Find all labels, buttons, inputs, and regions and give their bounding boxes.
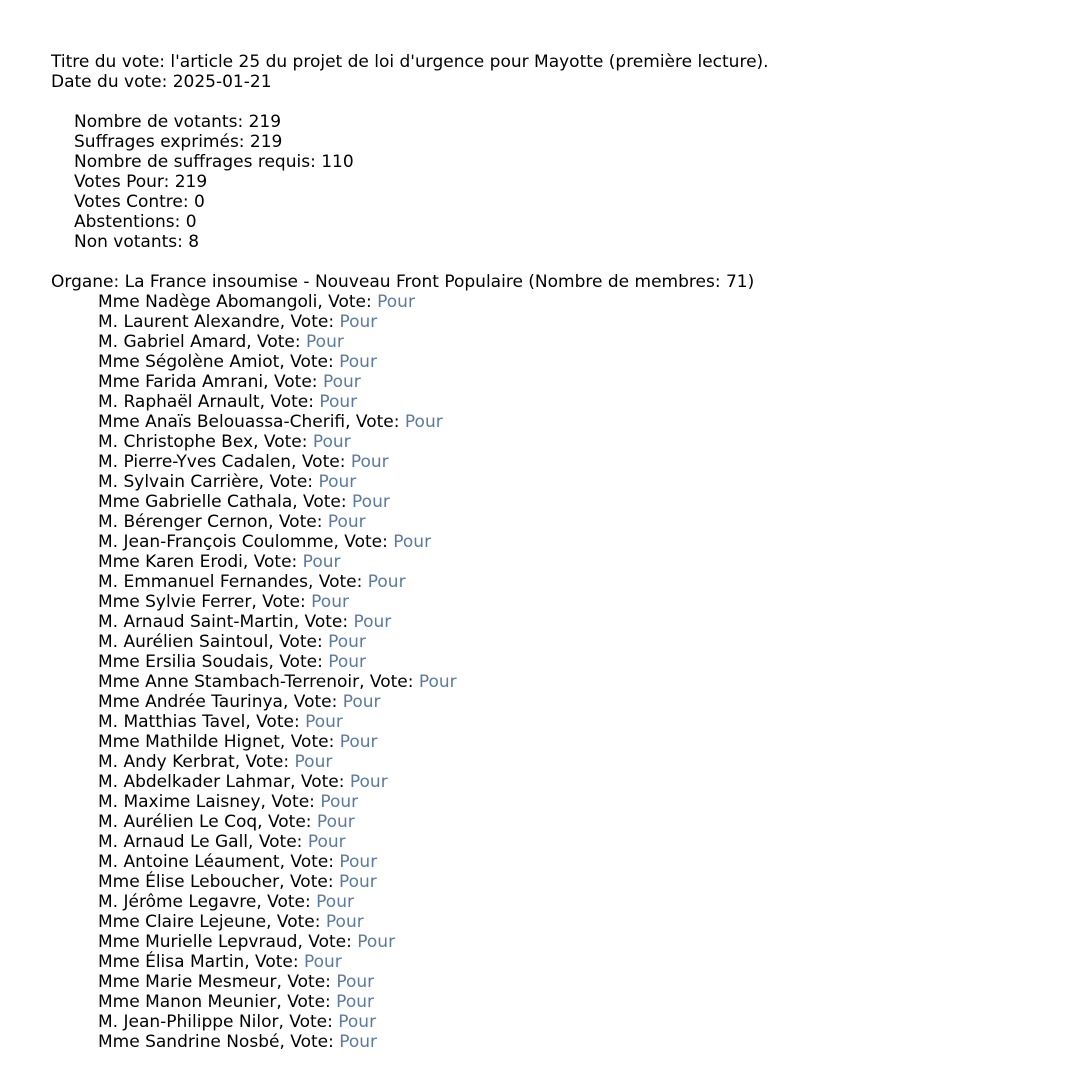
- member-row: [98, 792, 1080, 812]
- member-row: [98, 512, 1080, 532]
- vote-label: , Vote:: [276, 992, 337, 1012]
- member-row: [98, 752, 1080, 772]
- member-row: [98, 1012, 1080, 1032]
- vote-document: [51, 52, 1080, 1052]
- vote-value: Pour: [305, 712, 343, 732]
- member-row: [98, 812, 1080, 832]
- vote-label: , Vote:: [248, 832, 308, 852]
- member-row: [98, 872, 1080, 892]
- member-name: Mme Élise Leboucher: [98, 872, 280, 892]
- member-name: Mme Anne Stambach-Terrenoir: [98, 672, 360, 692]
- vote-value: Pour: [418, 672, 457, 692]
- spacer: [51, 92, 1080, 112]
- vote-value: Pour: [377, 292, 415, 312]
- vote-label: , Vote:: [317, 292, 378, 312]
- member-name: M. Abdelkader Lahmar: [98, 772, 291, 792]
- vote-value: Pour: [294, 752, 333, 772]
- vote-label: , Vote:: [345, 412, 405, 432]
- vote-label: , Vote:: [279, 1032, 340, 1052]
- member-row: [98, 952, 1080, 972]
- stat-votes-contre: Votes Contre: 0: [74, 192, 205, 212]
- member-name: M. Jean-Philippe Nilor: [98, 1012, 279, 1032]
- vote-label: , Vote:: [244, 952, 304, 972]
- member-row: [98, 632, 1080, 652]
- vote-value: Pour: [357, 932, 396, 952]
- vote-value: Pour: [404, 412, 443, 432]
- vote-value: Pour: [339, 352, 377, 372]
- stat-non-votants: Non votants: 8: [74, 232, 200, 252]
- member-row: [98, 572, 1080, 592]
- member-row: [98, 992, 1080, 1012]
- member-name: M. Jérôme Legavre: [98, 892, 257, 912]
- member-name: Mme Karen Erodi: [98, 552, 243, 572]
- vote-date: Date du vote: 2025-01-21: [51, 72, 272, 92]
- vote-label: , Vote:: [260, 792, 321, 812]
- member-name: Mme Ersilia Soudais: [98, 652, 269, 672]
- member-row: [98, 472, 1080, 492]
- vote-value: Pour: [339, 732, 378, 752]
- vote-label: , Vote:: [266, 912, 326, 932]
- vote-title: Titre du vote: l'article 25 du projet de loi d'urgence pour Mayotte (première lecture).: [51, 52, 769, 72]
- member-row: [98, 712, 1080, 732]
- member-row: [98, 372, 1080, 392]
- member-name: Mme Sylvie Ferrer: [98, 592, 252, 612]
- member-row: [98, 912, 1080, 932]
- vote-value: Pour: [350, 452, 389, 472]
- member-name: Mme Ségolène Amiot: [98, 352, 280, 372]
- vote-value: Pour: [318, 472, 357, 492]
- spacer: [51, 252, 1080, 272]
- vote-value: Pour: [316, 812, 355, 832]
- vote-value: Pour: [367, 572, 406, 592]
- vote-value: Pour: [325, 912, 364, 932]
- member-row: [98, 412, 1080, 432]
- vote-value: Pour: [338, 1012, 377, 1032]
- member-list: [51, 292, 1080, 1052]
- vote-value: Pour: [339, 852, 378, 872]
- vote-value: Pour: [302, 552, 341, 572]
- vote-value: Pour: [322, 372, 361, 392]
- member-name: Mme Manon Meunier: [98, 992, 277, 1012]
- member-row: [98, 932, 1080, 952]
- member-row: [98, 552, 1080, 572]
- stat-votants: Nombre de votants: 219: [74, 112, 282, 132]
- stat-abstentions: Abstentions: 0: [74, 212, 197, 232]
- member-row: [98, 672, 1080, 692]
- member-name: M. Aurélien Saintoul: [98, 632, 269, 652]
- vote-value: Pour: [316, 892, 354, 912]
- vote-label: , Vote:: [263, 372, 323, 392]
- member-name: M. Pierre-Yves Cadalen: [98, 452, 292, 472]
- vote-label: , Vote:: [253, 432, 313, 452]
- member-row: [98, 312, 1080, 332]
- vote-label: , Vote:: [290, 772, 350, 792]
- member-name: M. Arnaud Saint-Martin: [98, 612, 294, 632]
- vote-stats: [51, 112, 1080, 252]
- vote-label: , Vote:: [268, 632, 329, 652]
- member-row: [98, 292, 1080, 312]
- member-name: M. Maxime Laisney: [98, 792, 261, 812]
- member-name: Mme Andrée Taurinya: [98, 692, 283, 712]
- vote-label: , Vote:: [279, 852, 340, 872]
- vote-value: Pour: [339, 312, 378, 332]
- vote-label: , Vote:: [282, 692, 343, 712]
- vote-label: , Vote:: [242, 552, 303, 572]
- member-name: Mme Marie Mesmeur: [98, 972, 277, 992]
- vote-label: , Vote:: [291, 452, 351, 472]
- member-name: M. Gabriel Amard: [98, 332, 247, 352]
- member-name: Mme Anaïs Belouassa-Cherifi: [98, 412, 346, 432]
- vote-value: Pour: [312, 432, 351, 452]
- member-row: [98, 432, 1080, 452]
- vote-value: Pour: [336, 972, 375, 992]
- member-row: [98, 732, 1080, 752]
- vote-label: , Vote:: [307, 572, 368, 592]
- member-row: [98, 692, 1080, 712]
- vote-value: Pour: [342, 692, 381, 712]
- vote-label: , Vote:: [259, 392, 320, 412]
- vote-label: , Vote:: [333, 532, 394, 552]
- vote-value: Pour: [311, 592, 349, 612]
- vote-value: Pour: [303, 952, 342, 972]
- vote-label: , Vote:: [258, 472, 319, 492]
- member-row: [98, 452, 1080, 472]
- member-row: [98, 392, 1080, 412]
- vote-value: Pour: [338, 872, 377, 892]
- member-name: M. Christophe Bex: [98, 432, 254, 452]
- member-row: [98, 612, 1080, 632]
- member-row: [98, 852, 1080, 872]
- vote-label: , Vote:: [256, 892, 317, 912]
- vote-label: , Vote:: [276, 972, 337, 992]
- member-name: Mme Murielle Lepvraud: [98, 932, 298, 952]
- member-name: Mme Claire Lejeune: [98, 912, 267, 932]
- vote-value: Pour: [319, 392, 358, 412]
- vote-value: Pour: [352, 492, 390, 512]
- member-row: [98, 352, 1080, 372]
- vote-label: , Vote:: [245, 712, 306, 732]
- vote-label: , Vote:: [297, 932, 358, 952]
- member-name: M. Aurélien Le Coq: [98, 812, 258, 832]
- member-name: M. Raphaël Arnault: [98, 392, 260, 412]
- vote-value: Pour: [307, 832, 346, 852]
- vote-value: Pour: [327, 512, 366, 532]
- member-row: [98, 592, 1080, 612]
- member-row: [98, 652, 1080, 672]
- vote-label: , Vote:: [246, 332, 307, 352]
- member-name: M. Antoine Léaument: [98, 852, 280, 872]
- vote-label: , Vote:: [279, 312, 340, 332]
- vote-value: Pour: [349, 772, 388, 792]
- member-name: Mme Sandrine Nosbé: [98, 1032, 280, 1052]
- vote-label: , Vote:: [279, 732, 340, 752]
- stat-suffrages-exprimes: Suffrages exprimés: 219: [74, 132, 283, 152]
- vote-value: Pour: [393, 532, 432, 552]
- member-name: Mme Farida Amrani: [98, 372, 264, 392]
- vote-label: , Vote:: [251, 592, 312, 612]
- vote-value: Pour: [328, 652, 367, 672]
- vote-label: , Vote:: [292, 492, 353, 512]
- member-name: Mme Mathilde Hignet: [98, 732, 280, 752]
- vote-label: , Vote:: [359, 672, 419, 692]
- member-row: [98, 492, 1080, 512]
- member-name: Mme Gabrielle Cathala: [98, 492, 293, 512]
- vote-value: Pour: [320, 792, 359, 812]
- vote-value: Pour: [339, 1032, 378, 1052]
- vote-label: , Vote:: [268, 512, 328, 532]
- member-name: M. Emmanuel Fernandes: [98, 572, 308, 592]
- organe-heading: Organe: La France insoumise - Nouveau Front Populaire (Nombre de membres: 71): [51, 272, 755, 292]
- vote-label: , Vote:: [268, 652, 329, 672]
- vote-label: , Vote:: [293, 612, 354, 632]
- vote-value: Pour: [353, 612, 392, 632]
- vote-label: , Vote:: [278, 1012, 339, 1032]
- member-row: [98, 532, 1080, 552]
- vote-label: , Vote:: [279, 352, 340, 372]
- stat-votes-pour: Votes Pour: 219: [74, 172, 208, 192]
- member-name: M. Sylvain Carrière: [98, 472, 259, 492]
- member-row: [98, 332, 1080, 352]
- vote-value: Pour: [306, 332, 344, 352]
- member-row: [98, 1032, 1080, 1052]
- member-name: M. Jean-François Coulomme: [98, 532, 334, 552]
- stat-suffrages-requis: Nombre de suffrages requis: 110: [74, 152, 354, 172]
- member-name: M. Andy Kerbrat: [98, 752, 235, 772]
- member-row: [98, 972, 1080, 992]
- vote-value: Pour: [328, 632, 366, 652]
- vote-value: Pour: [336, 992, 374, 1012]
- member-name: M. Matthias Tavel: [98, 712, 246, 732]
- member-name: Mme Élisa Martin: [98, 952, 245, 972]
- member-name: Mme Nadège Abomangoli: [98, 292, 318, 312]
- vote-label: , Vote:: [257, 812, 317, 832]
- vote-label: , Vote:: [279, 872, 339, 892]
- member-name: M. Bérenger Cernon: [98, 512, 269, 532]
- member-row: [98, 832, 1080, 852]
- member-row: [98, 772, 1080, 792]
- vote-label: , Vote:: [234, 752, 295, 772]
- member-row: [98, 892, 1080, 912]
- member-name: M. Laurent Alexandre: [98, 312, 280, 332]
- member-name: M. Arnaud Le Gall: [98, 832, 249, 852]
